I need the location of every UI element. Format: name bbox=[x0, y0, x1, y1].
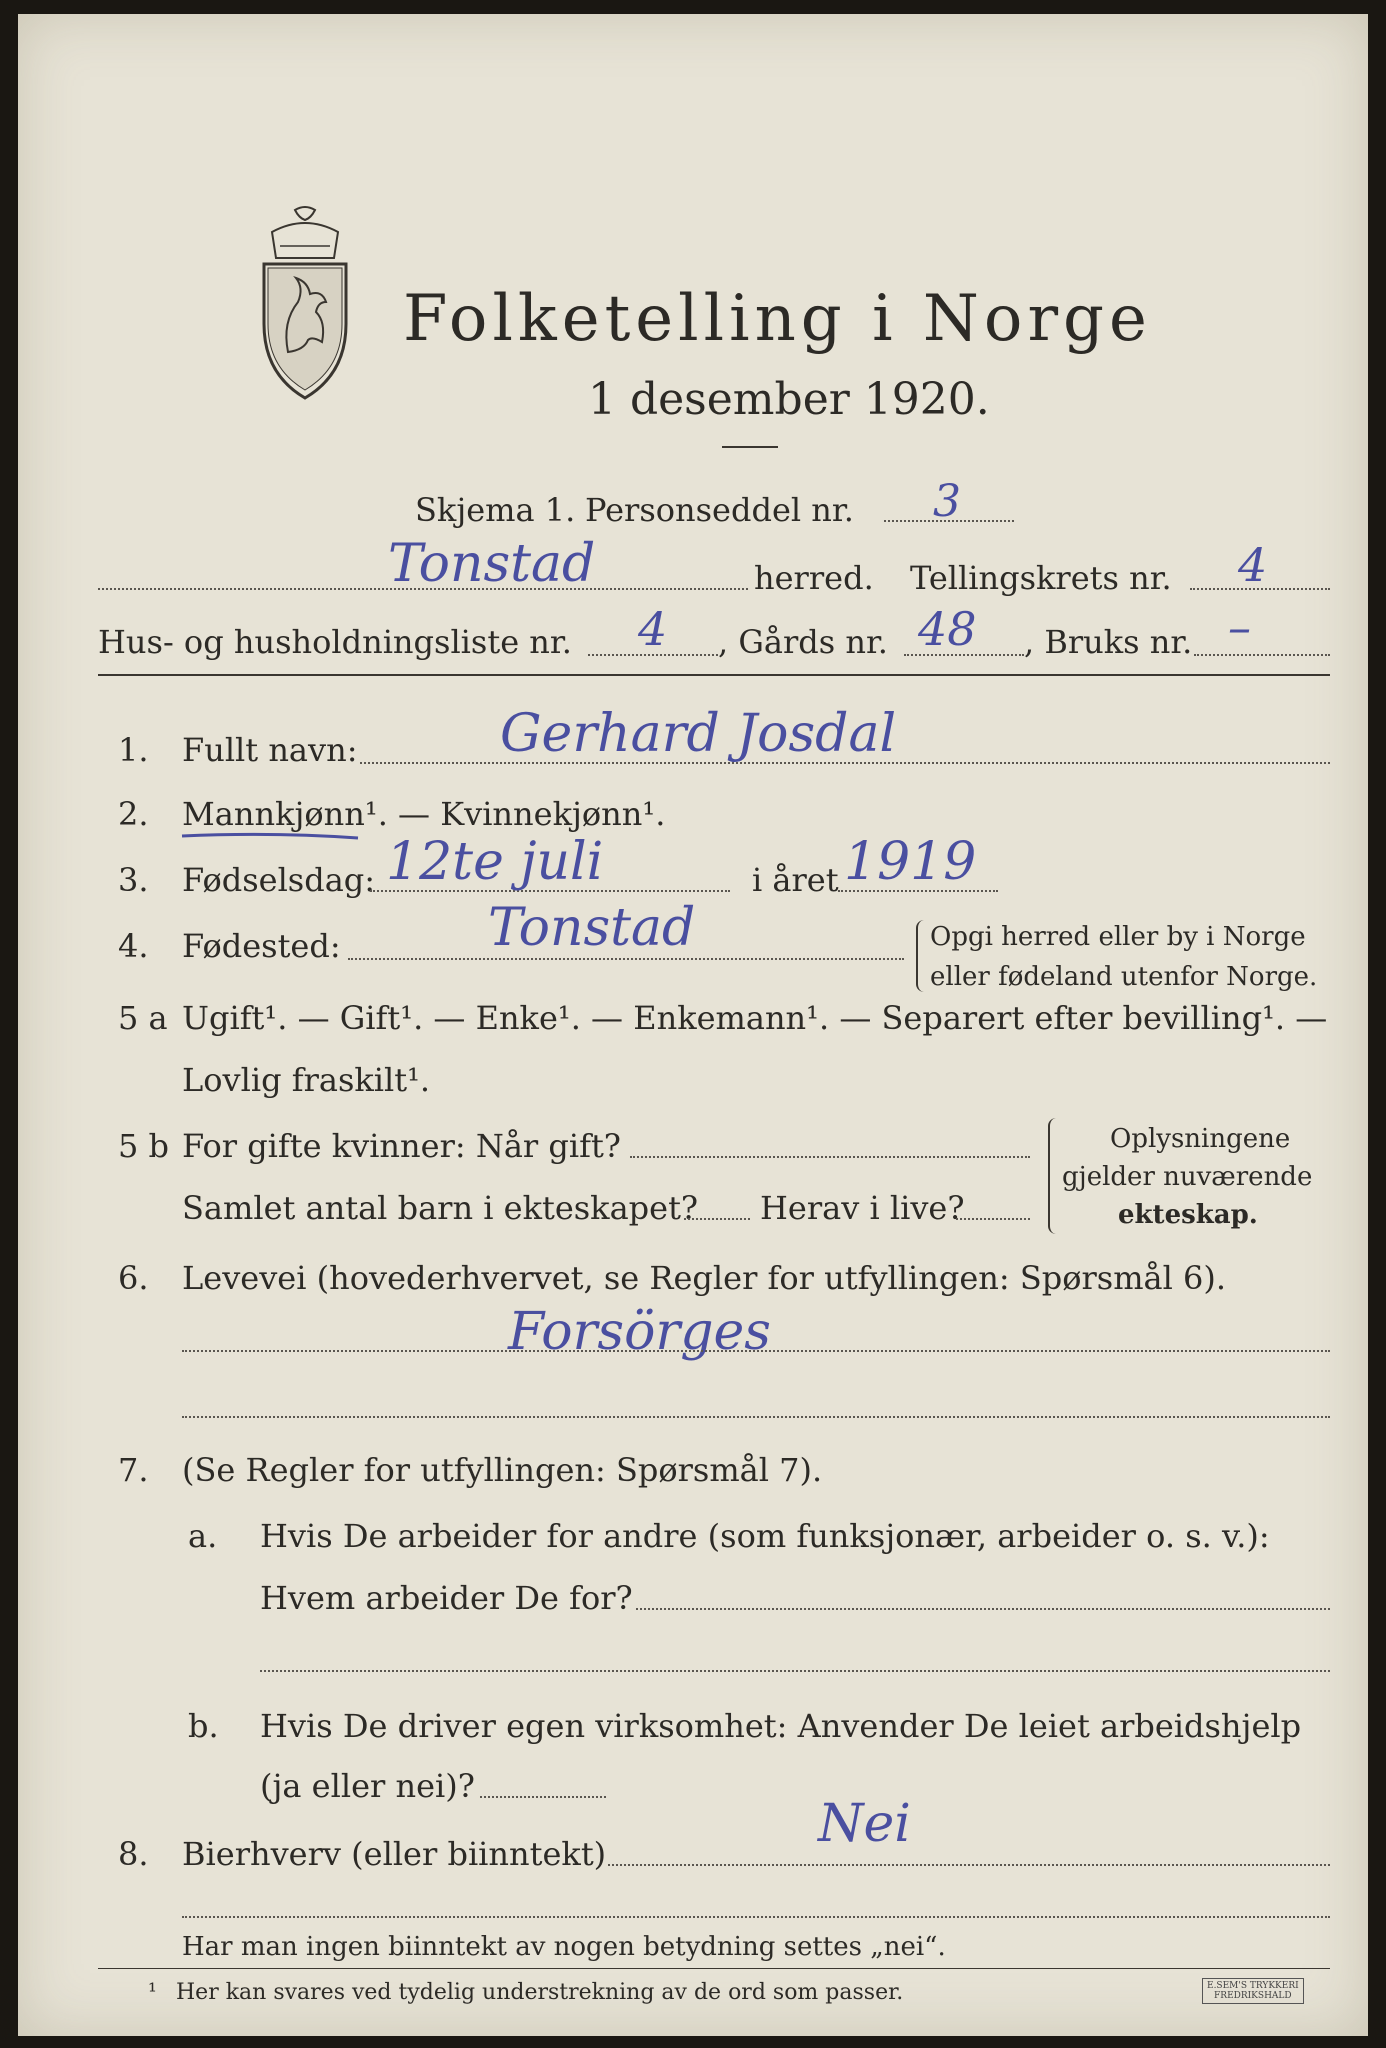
tellingskrets-label: Tellingskrets nr. bbox=[910, 559, 1172, 597]
q7a-line1: Hvis De arbeider for andre (som funksjonær, arbeider o. s. v.): bbox=[260, 1517, 1270, 1555]
bruks-label: , Bruks nr. bbox=[1024, 623, 1193, 661]
bruks-value[interactable]: – bbox=[1228, 600, 1251, 654]
q4-bracket bbox=[916, 920, 926, 992]
printer-stamp bbox=[1202, 1978, 1304, 2004]
q5b-children-label: Samlet antal barn i ekteskapet? bbox=[182, 1189, 699, 1227]
note-nei: Har man ingen biinntekt av nogen betydning settes „nei“. bbox=[182, 1932, 946, 1962]
q7a-answer-line bbox=[636, 1608, 1330, 1610]
footnote-divider bbox=[98, 1968, 1330, 1969]
q6-number: 6. bbox=[118, 1259, 149, 1297]
q6-line-1 bbox=[182, 1350, 1330, 1352]
q7a-letter: a. bbox=[188, 1517, 218, 1555]
q6-label: Levevei (hovederhvervet, se Regler for utfyllingen: Spørsmål 6). bbox=[182, 1259, 1227, 1297]
mannkjonn-underline bbox=[180, 830, 360, 842]
q7b-letter: b. bbox=[188, 1707, 219, 1745]
q5b-number: 5 b bbox=[118, 1127, 170, 1165]
stamp-line1: E.SEM'S TRYKKERI bbox=[1207, 1981, 1299, 1991]
census-form bbox=[18, 14, 1368, 2036]
q5b-bracket bbox=[1048, 1118, 1058, 1234]
q4-number: 4. bbox=[118, 927, 149, 965]
q5a-status-options: Ugift¹. — Gift¹. — Enke¹. — Enkemann¹. — Separert efter bevilling¹. — bbox=[182, 999, 1328, 1037]
q5b-married-line bbox=[630, 1156, 1030, 1158]
form-title: Folketelling i Norge bbox=[403, 282, 1152, 356]
q8-line bbox=[608, 1864, 1330, 1866]
q1-label: Fullt navn: bbox=[182, 731, 358, 769]
q7a-answer-line-2 bbox=[260, 1670, 1330, 1672]
husliste-label: Hus- og husholdningsliste nr. bbox=[98, 623, 572, 661]
form-date: 1 desember 1920. bbox=[588, 374, 990, 425]
personseddel-value[interactable]: 3 bbox=[933, 476, 961, 527]
q8-side-income[interactable]: Nei bbox=[818, 1794, 911, 1854]
q5b-married-label: For gifte kvinner: Når gift? bbox=[182, 1127, 621, 1165]
husliste-value[interactable]: 4 bbox=[638, 602, 668, 656]
q7a-line2: Hvem arbeider De for? bbox=[260, 1579, 633, 1617]
gards-label: , Gårds nr. bbox=[718, 623, 888, 661]
q3-label: Fødselsdag: bbox=[182, 861, 376, 899]
q5b-note-line3: ekteskap. bbox=[1118, 1200, 1258, 1230]
q4-note-line1: Opgi herred eller by i Norge bbox=[930, 922, 1306, 952]
q7b-answer-line bbox=[480, 1796, 606, 1798]
gards-value[interactable]: 48 bbox=[918, 602, 977, 656]
q4-label: Fødested: bbox=[182, 927, 341, 965]
tellingskrets-value[interactable]: 4 bbox=[1238, 538, 1268, 592]
footnote-mark: ¹ bbox=[148, 1980, 157, 2005]
q8-number: 8. bbox=[118, 1835, 149, 1873]
q3-birthdate[interactable]: 12te juli bbox=[386, 832, 604, 892]
q2-gender-options: Mannkjønn¹. — Kvinnekjønn¹. bbox=[182, 795, 666, 833]
q1-number: 1. bbox=[118, 731, 149, 769]
q2-number: 2. bbox=[118, 795, 149, 833]
q3-year-label: i året bbox=[752, 861, 839, 899]
q3-number: 3. bbox=[118, 861, 149, 899]
q4-birthplace[interactable]: Tonstad bbox=[488, 898, 696, 958]
q5b-alive-label: Herav i live? bbox=[760, 1189, 965, 1227]
q1-full-name[interactable]: Gerhard Josdal bbox=[500, 704, 897, 764]
bruks-line bbox=[1194, 654, 1330, 656]
q7-number: 7. bbox=[118, 1451, 149, 1489]
q7-label: (Se Regler for utfyllingen: Spørsmål 7). bbox=[182, 1451, 823, 1489]
q4-note-line2: eller fødeland utenfor Norge. bbox=[930, 962, 1318, 992]
q5a-number: 5 a bbox=[118, 999, 168, 1037]
herred-label: herred. bbox=[754, 559, 874, 597]
personseddel-label: Personseddel nr. bbox=[585, 491, 854, 529]
q7b-line1: Hvis De driver egen virksomhet: Anvender De leiet arbeidshjelp bbox=[260, 1707, 1302, 1745]
q5b-children-line bbox=[684, 1218, 750, 1220]
q8-label: Bierhverv (eller biinntekt) bbox=[182, 1835, 607, 1873]
title-divider bbox=[722, 446, 778, 448]
coat-of-arms-icon bbox=[250, 202, 360, 402]
q5b-note-line1: Oplysningene bbox=[1110, 1124, 1291, 1154]
footnote: Her kan svares ved tydelig understrekning av de ord som passer. bbox=[176, 1980, 904, 2005]
q5a-status-options-2: Lovlig fraskilt¹. bbox=[182, 1061, 431, 1099]
stamp-line2: FREDRIKSHALD bbox=[1214, 1991, 1292, 2001]
header-divider bbox=[98, 674, 1330, 676]
q3-birth-year[interactable]: 1919 bbox=[844, 832, 977, 892]
q5b-alive-line bbox=[956, 1218, 1030, 1220]
skjema-label: Skjema 1. bbox=[415, 491, 576, 529]
q7b-line2: (ja eller nei)? bbox=[260, 1767, 475, 1805]
q5b-note-line2: gjelder nuværende bbox=[1062, 1162, 1313, 1192]
herred-value[interactable]: Tonstad bbox=[388, 534, 596, 594]
q6-occupation[interactable]: Forsörges bbox=[508, 1302, 771, 1362]
q6-line-2 bbox=[182, 1416, 1330, 1418]
q4-line bbox=[348, 958, 904, 960]
q8-line-2 bbox=[182, 1916, 1330, 1918]
